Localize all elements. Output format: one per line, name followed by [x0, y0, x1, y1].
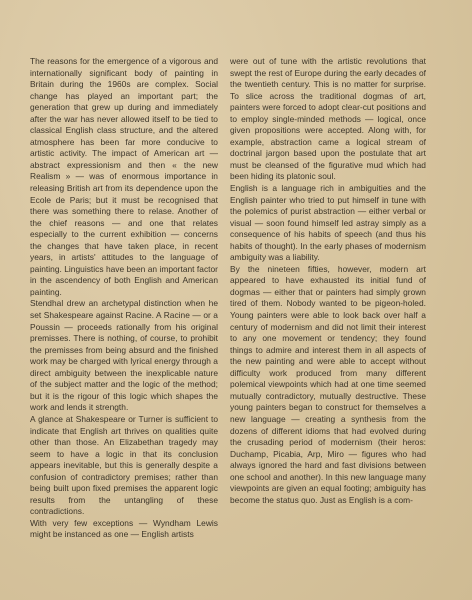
paragraph: Stendhal drew an archetypal distinction when he set Shakespeare against Racine. A Racine — or a Poussin — proceeds rationally from his original premisses. There is nothing, of course, to prohibit the premisses from being absurd and the finished work may be charged with lyrical energy through a direct ambiguity between the inexplicable nature of the subject matter and the logic of the method; but it is the rigour of this logic which shapes the work and lends it strength.: [30, 298, 218, 413]
text-column-right: [230, 56, 426, 506]
paragraph: The reasons for the emergence of a vigorous and internationally significant body of painting in Britain during the 1960s are complex. Social change has played an important part; the generation that grew up during and immediately after the war has never allowed itself to be tied to classical English class structure, and the altered atmosphere has been far more conducive to artistic activity. The impact of American art — abstract expressionism and then « the new Realism » — was of enormous importance in releasing British art from its dependence upon the Ecole de Paris; but it must be recognised that there was something there to relase. Another of the chief reasons — and one that relates especially to the current exhibition — concerns the changes that have taken place, in recent years, in artists' attitudes to the language of painting. Linguistics have been an important factor in the ascendency of both English and American painting.: [30, 56, 218, 297]
paragraph: By the nineteen fifties, however, modern art appeared to have exhausted its initial fund of dogmas — either that or painters had simply grown tired of them. Nobody wanted to be pigeon-holed. Young painters were able to look back over half a century of modernism and did not limit their interest to any one movement or tendency; they found things to admire and interest them in all aspects of the new painting and were able to accept without difficulty work produced from many different polemical viewpoints which had at one time seemed mutually contradictory, mutually destructive. These young painters began to construct for themselves a new language — creating a synthesis from the dozens of different idioms that had evolved during the crusading period of modernism (their heros: Duchamp, Picabia, Arp, Miro — figures who had always ignored the hard and fast divisions between one school and another). In this new language many viewpoints are given an equal footing; ambiguity has become the status quo. Just as English is a com-: [230, 263, 426, 505]
paragraph: With very few exceptions — Wyndham Lewis might be instanced as one — English artists: [30, 517, 218, 540]
paragraph: A glance at Shakespeare or Turner is sufficient to indicate that English art thrives on qualities quite other than those. An Elizabethan tragedy may seem to have a logic in that its conclusion appears inevitable, but this is generally despite a confusion of contradictory premises; rather than being built upon fixed premises the apparent logic results from the untangling of these contradictions.: [30, 413, 218, 517]
paragraph: were out of tune with the artistic revolutions that swept the rest of Europe during the early decades of the twentieth century. This is no matter for surprise. To slice across the traditional dogmas of art, painters were forced to adopt clear-cut positions and to employ single-minded methods — logical, once given propositions were accepted. Along with, for example, abstraction came a logical stream of doctrinal jargon based upon the postulate that art must be cleansed of the figurative mud which had been hiding its platonic soul.: [230, 56, 426, 182]
paragraph: English is a language rich in ambiguities and the English painter who tried to put himself in tune with the polemics of purist abstraction — either verbal or visual — soon found himself led astray simply as a consequence of his habits of speech (and thus his habits of thought). In the early phases of modernism ambiguity was a liability.: [230, 183, 426, 263]
text-column-left: [30, 56, 218, 541]
